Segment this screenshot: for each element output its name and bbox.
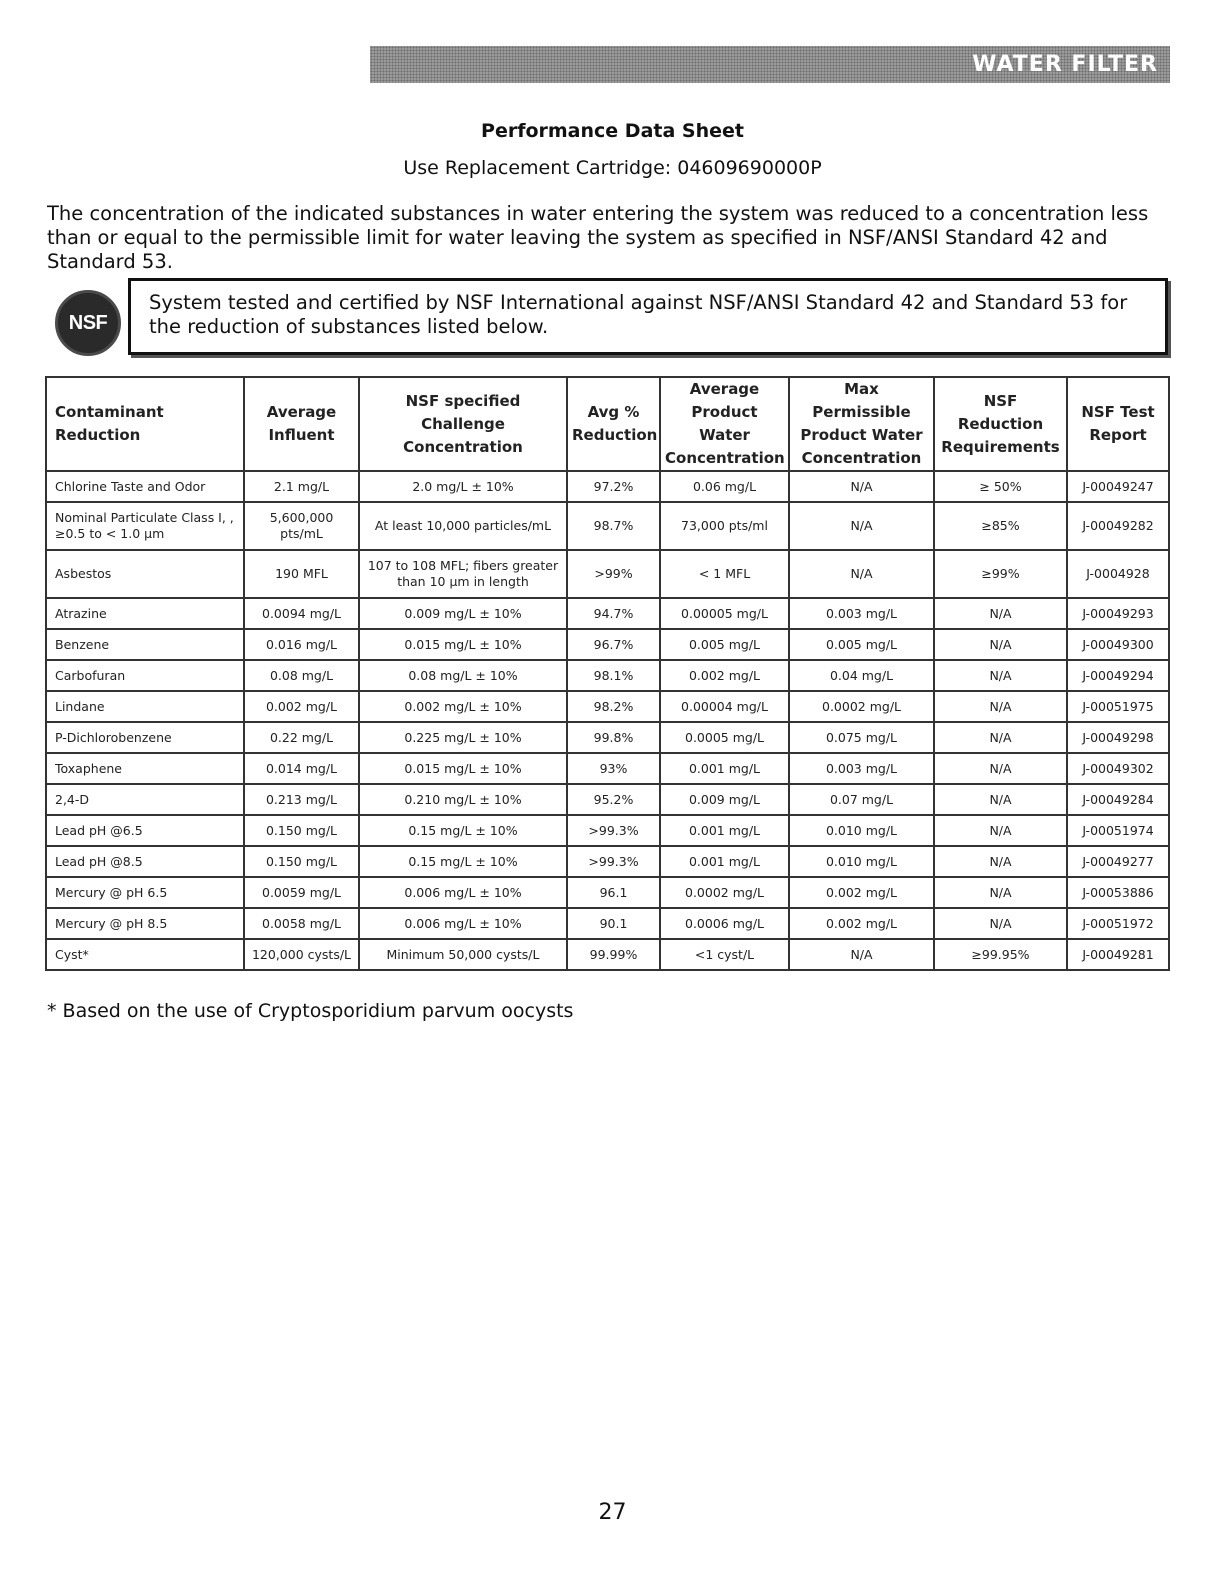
table-cell: 0.0005 mg/L — [660, 722, 789, 753]
certification-box — [128, 278, 1168, 355]
column-header: NSF Test Report — [1067, 377, 1169, 471]
table-row — [46, 939, 1169, 970]
table-cell: 96.1 — [567, 877, 660, 908]
table-cell: 0.06 mg/L — [660, 471, 789, 502]
table-row — [46, 550, 1169, 598]
table-cell: J-00051974 — [1067, 815, 1169, 846]
table-cell: Lead pH @8.5 — [46, 846, 244, 877]
table-cell: J-0004928 — [1067, 550, 1169, 598]
table-cell: 0.213 mg/L — [244, 784, 359, 815]
table-cell: 97.2% — [567, 471, 660, 502]
page-title: Performance Data Sheet — [481, 120, 744, 142]
table-cell: 0.22 mg/L — [244, 722, 359, 753]
table-cell: J-00049298 — [1067, 722, 1169, 753]
table-cell: Minimum 50,000 cysts/L — [359, 939, 567, 970]
nsf-logo-text: NSF — [68, 311, 108, 334]
table-cell: 190 MFL — [244, 550, 359, 598]
table-cell: 95.2% — [567, 784, 660, 815]
table-cell: J-00049300 — [1067, 629, 1169, 660]
table-row — [46, 598, 1169, 629]
table-cell: 90.1 — [567, 908, 660, 939]
table-cell: N/A — [934, 660, 1067, 691]
table-row — [46, 471, 1169, 502]
table-cell: 0.006 mg/L ± 10% — [359, 877, 567, 908]
table-cell: Asbestos — [46, 550, 244, 598]
table-cell: 0.003 mg/L — [789, 598, 934, 629]
table-cell: N/A — [934, 753, 1067, 784]
table-cell: Cyst* — [46, 939, 244, 970]
table-cell: 0.003 mg/L — [789, 753, 934, 784]
table-cell: 0.001 mg/L — [660, 846, 789, 877]
table-cell: J-00049282 — [1067, 502, 1169, 550]
table-row — [46, 502, 1169, 550]
table-cell: 98.1% — [567, 660, 660, 691]
replacement-cartridge-note: Use Replacement Cartridge: 04609690000P — [403, 157, 822, 179]
table-cell: 5,600,000 pts/mL — [244, 502, 359, 550]
table-cell: J-00049247 — [1067, 471, 1169, 502]
table-cell: 2,4-D — [46, 784, 244, 815]
table-cell: 0.00005 mg/L — [660, 598, 789, 629]
section-banner — [370, 46, 1170, 83]
table-cell: ≥99.95% — [934, 939, 1067, 970]
table-cell: 0.002 mg/L — [789, 877, 934, 908]
table-cell: 2.1 mg/L — [244, 471, 359, 502]
table-cell: 0.010 mg/L — [789, 846, 934, 877]
table-cell: 0.016 mg/L — [244, 629, 359, 660]
table-cell: 0.0002 mg/L — [660, 877, 789, 908]
table-cell: N/A — [789, 550, 934, 598]
column-header: Average Product Water Concentration — [660, 377, 789, 471]
table-cell: ≥99% — [934, 550, 1067, 598]
table-cell: 0.0006 mg/L — [660, 908, 789, 939]
table-cell: Carbofuran — [46, 660, 244, 691]
table-row — [46, 815, 1169, 846]
table-cell: 0.15 mg/L ± 10% — [359, 846, 567, 877]
table-cell: 93% — [567, 753, 660, 784]
table-cell: N/A — [934, 691, 1067, 722]
table-cell: 0.0002 mg/L — [789, 691, 934, 722]
table-cell: 0.005 mg/L — [789, 629, 934, 660]
table-cell: 120,000 cysts/L — [244, 939, 359, 970]
table-cell: Lindane — [46, 691, 244, 722]
table-cell: 73,000 pts/ml — [660, 502, 789, 550]
table-cell: N/A — [934, 908, 1067, 939]
table-cell: 0.150 mg/L — [244, 846, 359, 877]
certification-text: System tested and certified by NSF International against NSF/ANSI Standard 42 and Standard 53 for the reduction of substances listed below. — [149, 291, 1128, 338]
table-cell: N/A — [789, 939, 934, 970]
table-cell: 2.0 mg/L ± 10% — [359, 471, 567, 502]
table-cell: N/A — [934, 846, 1067, 877]
table-cell: 94.7% — [567, 598, 660, 629]
table-cell: N/A — [934, 629, 1067, 660]
table-cell: Mercury @ pH 8.5 — [46, 908, 244, 939]
table-cell: 99.99% — [567, 939, 660, 970]
column-header: NSF specified Challenge Concentration — [359, 377, 567, 471]
table-cell: 0.0094 mg/L — [244, 598, 359, 629]
table-cell: 0.001 mg/L — [660, 815, 789, 846]
table-cell: 0.005 mg/L — [660, 629, 789, 660]
table-cell: 0.010 mg/L — [789, 815, 934, 846]
table-cell: J-00049302 — [1067, 753, 1169, 784]
table-row — [46, 846, 1169, 877]
table-row — [46, 877, 1169, 908]
table-cell: 0.210 mg/L ± 10% — [359, 784, 567, 815]
table-cell: J-00049284 — [1067, 784, 1169, 815]
nsf-logo — [55, 290, 121, 356]
table-cell: 0.08 mg/L — [244, 660, 359, 691]
table-cell: Toxaphene — [46, 753, 244, 784]
table-cell: <1 cyst/L — [660, 939, 789, 970]
table-row — [46, 691, 1169, 722]
table-cell: 0.07 mg/L — [789, 784, 934, 815]
table-cell: Benzene — [46, 629, 244, 660]
table-cell: 0.08 mg/L ± 10% — [359, 660, 567, 691]
footnote: * Based on the use of Cryptosporidium parvum oocysts — [47, 1000, 574, 1022]
table-cell: 99.8% — [567, 722, 660, 753]
table-cell: J-00049281 — [1067, 939, 1169, 970]
table-cell: J-00051975 — [1067, 691, 1169, 722]
intro-paragraph: The concentration of the indicated substances in water entering the system was reduced to a concentration less than or equal to the permissible limit for water leaving the system as specified in NSF/ANSI Standard 42 and Standard 53. — [47, 202, 1149, 273]
table-cell: Atrazine — [46, 598, 244, 629]
table-header-row — [46, 377, 1169, 471]
table-cell: 0.15 mg/L ± 10% — [359, 815, 567, 846]
performance-table — [45, 376, 1170, 971]
table-cell: 0.002 mg/L — [244, 691, 359, 722]
column-header: Max Permissible Product Water Concentration — [789, 377, 934, 471]
table-cell: Mercury @ pH 6.5 — [46, 877, 244, 908]
table-row — [46, 722, 1169, 753]
table-cell: N/A — [789, 471, 934, 502]
table-cell: 0.04 mg/L — [789, 660, 934, 691]
table-cell: J-00051972 — [1067, 908, 1169, 939]
table-cell: 0.006 mg/L ± 10% — [359, 908, 567, 939]
table-cell: 0.002 mg/L — [660, 660, 789, 691]
table-row — [46, 753, 1169, 784]
table-cell: J-00049294 — [1067, 660, 1169, 691]
table-cell: 0.00004 mg/L — [660, 691, 789, 722]
table-cell: 0.002 mg/L ± 10% — [359, 691, 567, 722]
column-header: Average Influent — [244, 377, 359, 471]
table-cell: 98.2% — [567, 691, 660, 722]
table-cell: J-00049293 — [1067, 598, 1169, 629]
table-cell: 0.225 mg/L ± 10% — [359, 722, 567, 753]
column-header: Contaminant Reduction — [46, 377, 244, 471]
table-cell: 96.7% — [567, 629, 660, 660]
table-cell: 0.002 mg/L — [789, 908, 934, 939]
table-cell: >99.3% — [567, 846, 660, 877]
table-cell: At least 10,000 particles/mL — [359, 502, 567, 550]
table-cell: N/A — [934, 784, 1067, 815]
table-cell: N/A — [934, 598, 1067, 629]
table-cell: Nominal Particulate Class I, , ≥0.5 to < 1.0 μm — [46, 502, 244, 550]
table-cell: J-00049277 — [1067, 846, 1169, 877]
table-cell: Lead pH @6.5 — [46, 815, 244, 846]
table-cell: ≥ 50% — [934, 471, 1067, 502]
table-row — [46, 660, 1169, 691]
table-cell: 0.150 mg/L — [244, 815, 359, 846]
column-header: NSF Reduction Requirements — [934, 377, 1067, 471]
table-cell: 0.001 mg/L — [660, 753, 789, 784]
table-cell: N/A — [934, 877, 1067, 908]
page-number: 27 — [598, 1500, 627, 1525]
table-cell: >99.3% — [567, 815, 660, 846]
table-cell: J-00053886 — [1067, 877, 1169, 908]
table-cell: 0.009 mg/L — [660, 784, 789, 815]
table-cell: 0.0058 mg/L — [244, 908, 359, 939]
table-row — [46, 629, 1169, 660]
table-cell: ≥85% — [934, 502, 1067, 550]
table-cell: >99% — [567, 550, 660, 598]
table-cell: 0.0059 mg/L — [244, 877, 359, 908]
table-cell: < 1 MFL — [660, 550, 789, 598]
table-row — [46, 908, 1169, 939]
column-header: Avg % Reduction — [567, 377, 660, 471]
section-banner-label: WATER FILTER — [972, 52, 1158, 77]
table-cell: 98.7% — [567, 502, 660, 550]
table-cell: 0.014 mg/L — [244, 753, 359, 784]
table-cell: N/A — [789, 502, 934, 550]
table-cell: Chlorine Taste and Odor — [46, 471, 244, 502]
table-cell: 107 to 108 MFL; fibers greater than 10 μm in length — [359, 550, 567, 598]
table-cell: N/A — [934, 722, 1067, 753]
table-cell: P-Dichlorobenzene — [46, 722, 244, 753]
table-cell: 0.075 mg/L — [789, 722, 934, 753]
table-cell: N/A — [934, 815, 1067, 846]
table-cell: 0.015 mg/L ± 10% — [359, 629, 567, 660]
table-row — [46, 784, 1169, 815]
table-cell: 0.009 mg/L ± 10% — [359, 598, 567, 629]
table-cell: 0.015 mg/L ± 10% — [359, 753, 567, 784]
